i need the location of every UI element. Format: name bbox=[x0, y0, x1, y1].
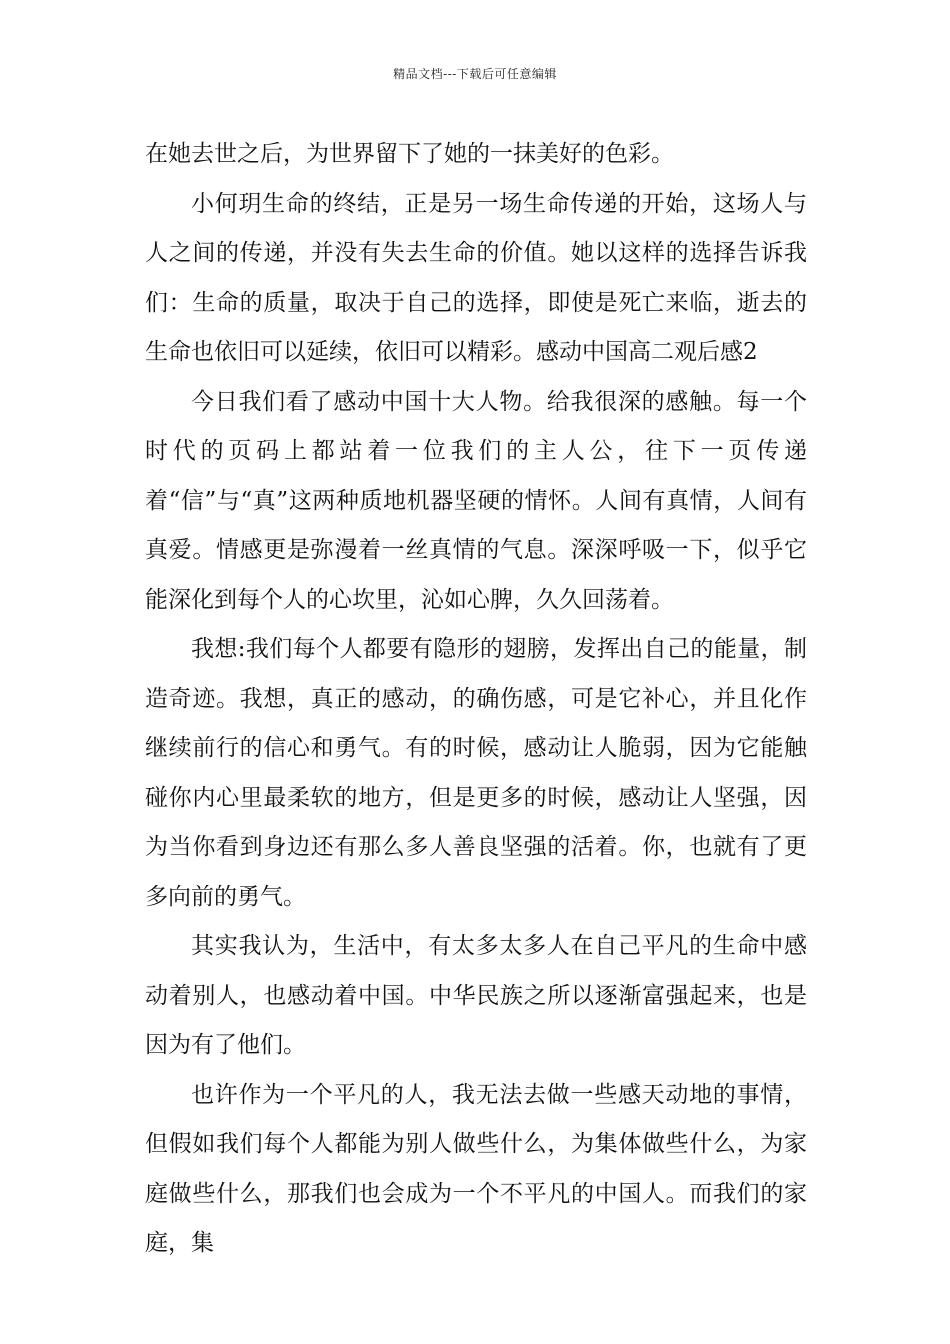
paragraph: 我想:我们每个人都要有隐形的翅膀，发挥出自己的能量，制造奇迹。我想，真正的感动，的确伤感，可是它补心，并且化作继续前行的信心和勇气。有的时候，感动让人脆弱，因为它能触碰你内心里最柔软的地方，但是更多的时候，感动让人坚强，因为当你看到身边还有那么多人善良坚强的活着。你，也就有了更多向前的勇气。 bbox=[145, 636, 807, 910]
paragraph: 在她去世之后，为世界留下了她的一抹美好的色彩。 bbox=[145, 141, 674, 167]
paragraph: 小何玥生命的终结，正是另一场生命传递的开始，这场人与人之间的传递，并没有失去生命的价值。她以这样的选择告诉我们：生命的质量，取决于自己的选择，即使是死亡来临，逝去的生命也依旧可以延续，依旧可以精彩。感动中国高二观后感2 bbox=[145, 190, 807, 365]
paragraph: 其实我认为，生活中，有太多太多人在自己平凡的生命中感动着别人，也感动着中国。中华民族之所以逐渐富强起来，也是因为有了他们。 bbox=[145, 933, 807, 1058]
paragraph: 也许作为一个平凡的人，我无法去做一些感天动地的事情，但假如我们每个人都能为别人做些什么，为集体做些什么，为家庭做些什么，那我们也会成为一个不平凡的中国人。而我们的家庭，集 bbox=[145, 1081, 807, 1256]
document-body bbox=[145, 130, 807, 1269]
paragraph: 今日我们看了感动中国十大人物。给我很深的感触。每一个时代的页码上都站着一位我们的主人公，往下一页传递着“信”与“真”这两种质地机器坚硬的情怀。人间有真情，人间有真爱。情感更是弥漫着一丝真情的气息。深深呼吸一下，似乎它能深化到每个人的心坎里，沁如心脾，久久回荡着。 bbox=[145, 388, 807, 613]
page-header: 精品文档---下载后可任意编辑 bbox=[393, 67, 557, 81]
